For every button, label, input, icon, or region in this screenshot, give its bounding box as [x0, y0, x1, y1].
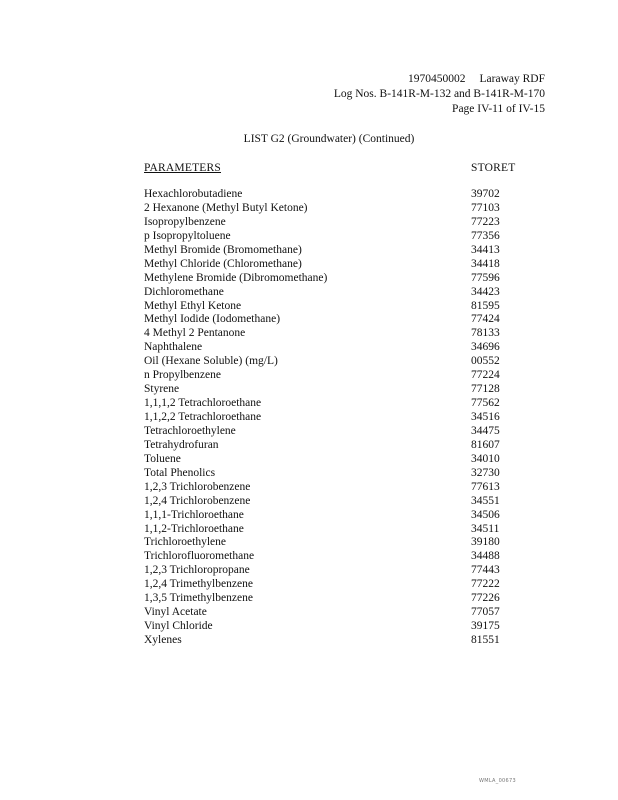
- table-row: [144, 453, 544, 467]
- table-row: [144, 313, 544, 327]
- table-row: [144, 202, 544, 216]
- parameter-name: 1,1,2,2 Tetrachloroethane: [144, 411, 262, 423]
- storet-code: 39180: [471, 536, 500, 549]
- storet-code: 78133: [471, 327, 500, 340]
- storet-code: 77613: [471, 480, 500, 493]
- table-row: [144, 467, 544, 481]
- table-row: [144, 495, 544, 509]
- storet-code: 34696: [471, 341, 500, 354]
- parameter-name: Trichloroethylene: [144, 536, 226, 549]
- parameter-name: Trichlorofluoromethane: [144, 550, 255, 563]
- parameter-name: Tetrachloroethylene: [144, 424, 236, 437]
- parameter-name: 1,2,3 Trichloropropane: [144, 564, 250, 577]
- doc-number: 1970450002: [408, 73, 466, 85]
- storet-code: 34423: [471, 285, 500, 298]
- table-row: [144, 327, 544, 341]
- table-row: [144, 411, 544, 425]
- table-row: [144, 272, 544, 286]
- parameter-name: 1,1,1,2 Tetrachloroethane: [144, 397, 262, 410]
- parameter-name: n Propylbenzene: [144, 369, 221, 382]
- table-row: [144, 509, 544, 523]
- storet-code: 77424: [471, 313, 500, 326]
- storet-code: 34413: [471, 243, 500, 256]
- storet-code: 39175: [471, 620, 500, 633]
- parameter-name: 1,1,1-Trichloroethane: [144, 508, 244, 521]
- bates-stamp: WMLA_00673: [479, 778, 516, 784]
- storet-code: 39702: [471, 188, 500, 200]
- table-row: [144, 341, 544, 355]
- parameter-name: Oil (Hexane Soluble) (mg/L): [144, 355, 278, 368]
- parameter-name: 2 Hexanone (Methyl Butyl Ketone): [144, 201, 308, 214]
- table-row: [144, 425, 544, 439]
- storet-code: 34511: [471, 522, 500, 535]
- parameter-name: Hexachlorobutadiene: [144, 188, 243, 200]
- storet-code: 34551: [471, 494, 500, 507]
- parameter-name: Methyl Iodide (Iodomethane): [144, 313, 281, 326]
- column-header-storet: STORET: [471, 162, 516, 174]
- column-header-parameters: PARAMETERS: [144, 162, 221, 174]
- table-row: [144, 592, 544, 606]
- storet-code: 34516: [471, 411, 500, 423]
- storet-code: 34418: [471, 257, 500, 270]
- storet-code: 34475: [471, 424, 500, 437]
- parameter-name: 1,2,3 Trichlorobenzene: [144, 480, 251, 493]
- parameter-name: Vinyl Chloride: [144, 620, 213, 633]
- parameter-name: 1,3,5 Trimethylbenzene: [144, 592, 253, 605]
- table-row: [144, 634, 544, 648]
- header-page-line: Page IV-11 of IV-15: [452, 103, 545, 115]
- parameter-name: Methyl Ethyl Ketone: [144, 299, 242, 312]
- storet-code: 77128: [471, 383, 500, 396]
- list-title: LIST G2 (Groundwater) (Continued): [243, 133, 415, 145]
- table-row: [144, 383, 544, 397]
- table-row: [144, 230, 544, 244]
- storet-code: 77356: [471, 229, 500, 242]
- storet-code: 77103: [471, 201, 500, 214]
- storet-code: 81595: [471, 299, 500, 312]
- parameter-name: 1,1,2-Trichloroethane: [144, 522, 244, 535]
- storet-code: 77596: [471, 271, 500, 284]
- storet-code: 81551: [471, 634, 500, 646]
- parameter-name: Tetrahydrofuran: [144, 438, 219, 451]
- storet-code: 77562: [471, 397, 500, 410]
- storet-code: 34010: [471, 452, 500, 465]
- storet-code: 32730: [471, 466, 500, 479]
- storet-code: 34488: [471, 550, 500, 563]
- parameter-name: Styrene: [144, 383, 180, 396]
- parameter-name: Methyl Chloride (Chloromethane): [144, 257, 302, 270]
- storet-code: 77223: [471, 215, 500, 228]
- table-row: [144, 578, 544, 592]
- storet-code: 81607: [471, 438, 500, 451]
- parameter-name: 1,2,4 Trichlorobenzene: [144, 494, 251, 507]
- table-row: [144, 244, 544, 258]
- storet-code: 77224: [471, 369, 500, 382]
- site-name: Laraway RDF: [479, 73, 545, 85]
- parameter-name: Toluene: [144, 452, 181, 465]
- table-row: [144, 439, 544, 453]
- table-row: [144, 355, 544, 369]
- table-row: [144, 550, 544, 564]
- table-row: [144, 481, 544, 495]
- parameter-name: Xylenes: [144, 634, 182, 646]
- storet-code: 77222: [471, 578, 500, 591]
- parameter-name: Total Phenolics: [144, 466, 216, 479]
- parameter-name: Isopropylbenzene: [144, 215, 226, 228]
- storet-code: 77443: [471, 564, 500, 577]
- table-row: [144, 286, 544, 300]
- parameter-name: Vinyl Acetate: [144, 606, 207, 619]
- table-row: [144, 606, 544, 620]
- table-row: [144, 523, 544, 537]
- table-row: [144, 536, 544, 550]
- storet-code: 00552: [471, 355, 500, 368]
- parameter-name: Methyl Bromide (Bromomethane): [144, 243, 302, 256]
- parameter-name: p Isopropyltoluene: [144, 229, 231, 242]
- table-row: [144, 369, 544, 383]
- storet-code: 77226: [471, 592, 500, 605]
- table-row: [144, 258, 544, 272]
- parameter-name: Methylene Bromide (Dibromomethane): [144, 271, 328, 284]
- table-row: [144, 564, 544, 578]
- parameter-table: [144, 188, 544, 648]
- header-log-line: Log Nos. B-141R-M-132 and B-141R-M-170: [333, 88, 545, 100]
- table-row: [144, 300, 544, 314]
- table-row: [144, 397, 544, 411]
- storet-code: 77057: [471, 606, 500, 619]
- parameter-name: 4 Methyl 2 Pentanone: [144, 327, 246, 340]
- parameter-name: Dichloromethane: [144, 285, 224, 298]
- parameter-name: 1,2,4 Trimethylbenzene: [144, 578, 253, 591]
- table-row: [144, 216, 544, 230]
- table-row: [144, 620, 544, 634]
- parameter-name: Naphthalene: [144, 341, 203, 354]
- storet-code: 34506: [471, 508, 500, 521]
- table-row: [144, 188, 544, 202]
- header-doc-line: [408, 72, 545, 87]
